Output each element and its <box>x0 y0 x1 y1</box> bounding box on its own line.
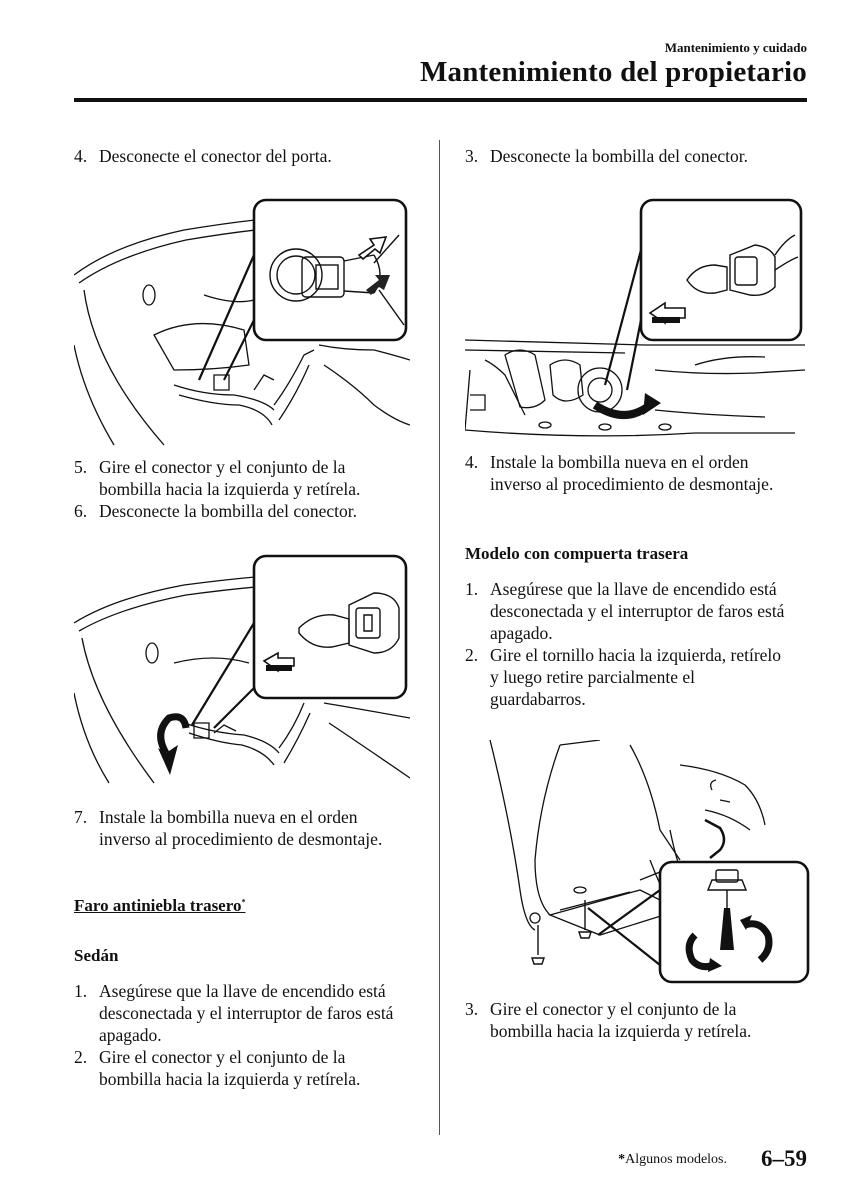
section-label: Mantenimiento y cuidado <box>664 40 807 55</box>
step-3-right <box>465 145 805 167</box>
step-number: 3. <box>465 146 479 166</box>
step-5-left <box>74 456 414 500</box>
column-divider <box>439 140 440 1135</box>
step-text: Gire el conector y el conjunto de la bombilla hacia la izquierda y retírela. <box>490 999 752 1041</box>
step-text: Desconecte el conector del porta. <box>99 146 332 166</box>
step-text: Gire el conector y el conjunto de la bombilla hacia la izquierda y retírela. <box>99 1047 361 1089</box>
sedan-heading: Sedán <box>74 946 119 965</box>
step-text: Instale la bombilla nueva en el orden inverso al procedimiento de desmontaje. <box>99 807 383 849</box>
step-4-left <box>74 145 414 167</box>
fog-lamp-heading: Faro antiniebla trasero* <box>74 896 246 915</box>
step-text: Gire el tornillo hacia la izquierda, retírelo y luego retire parcialmente el guardabarros. <box>490 645 782 709</box>
sedan-step-2 <box>74 1046 414 1090</box>
footer-note: *Algunos modelos. <box>618 1152 727 1167</box>
step-number: 4. <box>74 146 88 166</box>
header-rule <box>74 98 807 102</box>
tailgate-step-2 <box>465 644 805 710</box>
step-4-right <box>465 451 805 517</box>
figure-disconnect-connector <box>74 195 410 450</box>
step-number: 2. <box>465 645 479 665</box>
step-7-left <box>74 806 414 872</box>
step-number: 3. <box>465 999 479 1019</box>
step-text: Desconecte la bombilla del conector. <box>99 501 358 521</box>
step-text: Asegúrese que la llave de encendido está desconectada y el interruptor de faros está apagado. <box>99 981 394 1045</box>
step-number: 7. <box>74 807 88 827</box>
step-number: 5. <box>74 457 88 477</box>
tailgate-step-1 <box>465 578 805 644</box>
step-text: Instale la bombilla nueva en el orden inverso al procedimiento de desmontaje. <box>490 452 774 494</box>
tailgate-step-3 <box>465 998 805 1042</box>
tailgate-heading: Modelo con compuerta trasera <box>465 544 689 563</box>
footnote-mark: * <box>241 897 246 907</box>
step-text: Asegúrese que la llave de encendido está desconectada y el interruptor de faros está apagado. <box>490 579 785 643</box>
step-number: 1. <box>465 579 479 599</box>
step-number: 4. <box>465 452 479 472</box>
step-text: Gire el conector y el conjunto de la bombilla hacia la izquierda y retírela. <box>99 457 361 499</box>
figure-disconnect-bulb-rear <box>465 195 805 445</box>
step-text: Desconecte la bombilla del conector. <box>490 146 749 166</box>
step-number: 1. <box>74 981 88 1001</box>
step-number: 2. <box>74 1047 88 1067</box>
figure-remove-screw-fender <box>480 740 810 990</box>
step-number: 6. <box>74 501 88 521</box>
page-title: Mantenimiento del propietario <box>419 56 807 88</box>
footer-note-mark: * <box>618 1152 626 1167</box>
step-6-left <box>74 500 414 522</box>
figure-remove-bulb-from-connector <box>74 553 410 788</box>
page-number: 6–59 <box>761 1146 807 1171</box>
sedan-step-1 <box>74 980 414 1046</box>
